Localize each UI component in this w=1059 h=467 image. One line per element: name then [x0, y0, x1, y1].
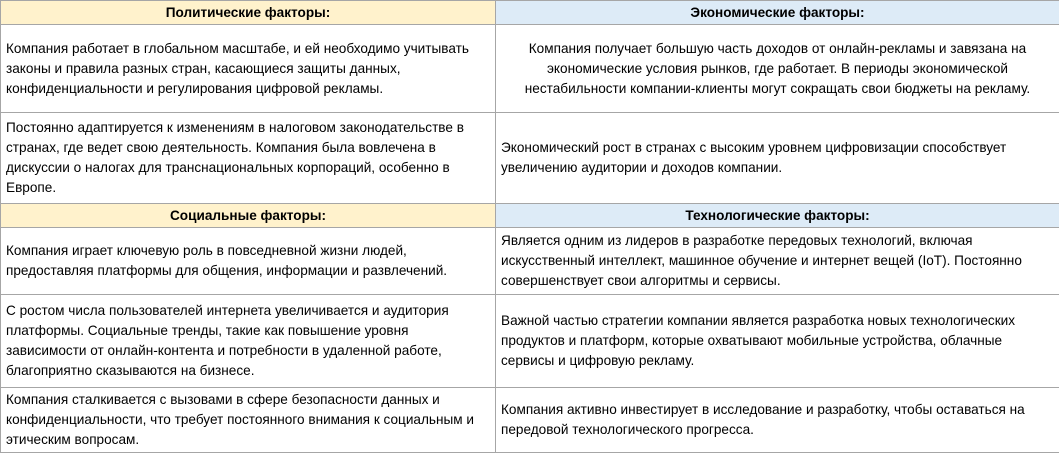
header-row-social-technological — [1, 204, 1059, 228]
social-factors-header[interactable]: Социальные факторы: — [1, 204, 496, 228]
technological-cell-1[interactable]: Является одним из лидеров в разработке передовых технологий, включая искусственный интеллект, машинное обучение и интернет вещей (IoT). Постоянно совершенствует свои алгоритмы и сервисы. — [496, 228, 1059, 295]
technological-factors-header[interactable]: Технологические факторы: — [496, 204, 1059, 228]
table-row — [1, 295, 1059, 388]
political-cell-2[interactable]: Постоянно адаптируется к изменениям в налоговом законодательстве в странах, где ведет свою деятельность. Компания была вовлечена в дискуссии о налогах для транснациональных корпораций, особенно в Европе. — [1, 113, 496, 204]
table-row — [1, 113, 1059, 204]
technological-cell-2[interactable]: Важной частью стратегии компании является разработка новых технологических продуктов и платформ, которые охватывают мобильные устройства, облачные сервисы и цифровую рекламу. — [496, 295, 1059, 388]
social-cell-3[interactable]: Компания сталкивается с вызовами в сфере безопасности данных и конфиденциальности, что требует постоянного внимания к социальным и этическим вопросам. — [1, 388, 496, 453]
header-row-political-economic — [1, 1, 1059, 25]
social-cell-1[interactable]: Компания играет ключевую роль в повседневной жизни людей, предоставляя платформы для общения, информации и развлечений. — [1, 228, 496, 295]
political-factors-header[interactable]: Политические факторы: — [1, 1, 496, 25]
table-row — [1, 228, 1059, 295]
economic-cell-1[interactable]: Компания получает большую часть доходов от онлайн-рекламы и завязана на экономические условия рынков, где работает. В периоды экономической нестабильности компании-клиенты могут сокращать свои бюджеты на рекламу. — [496, 25, 1059, 113]
table-row — [1, 25, 1059, 113]
table-row — [1, 388, 1059, 453]
technological-cell-3[interactable]: Компания активно инвестирует в исследование и разработку, чтобы оставаться на передовой технологического прогресса. — [496, 388, 1059, 453]
political-cell-1[interactable]: Компания работает в глобальном масштабе, и ей необходимо учитывать законы и правила разных стран, касающиеся защиты данных, конфиденциальности и регулирования цифровой рекламы. — [1, 25, 496, 113]
economic-factors-header[interactable]: Экономические факторы: — [496, 1, 1059, 25]
social-cell-2[interactable]: С ростом числа пользователей интернета увеличивается и аудитория платформы. Социальные тренды, такие как повышение уровня зависимости от онлайн-контента и потребности в удаленной работе, благоприятно сказываются на бизнесе. — [1, 295, 496, 388]
economic-cell-2[interactable]: Экономический рост в странах с высоким уровнем цифровизации способствует увеличению аудитории и доходов компании. — [496, 113, 1059, 204]
